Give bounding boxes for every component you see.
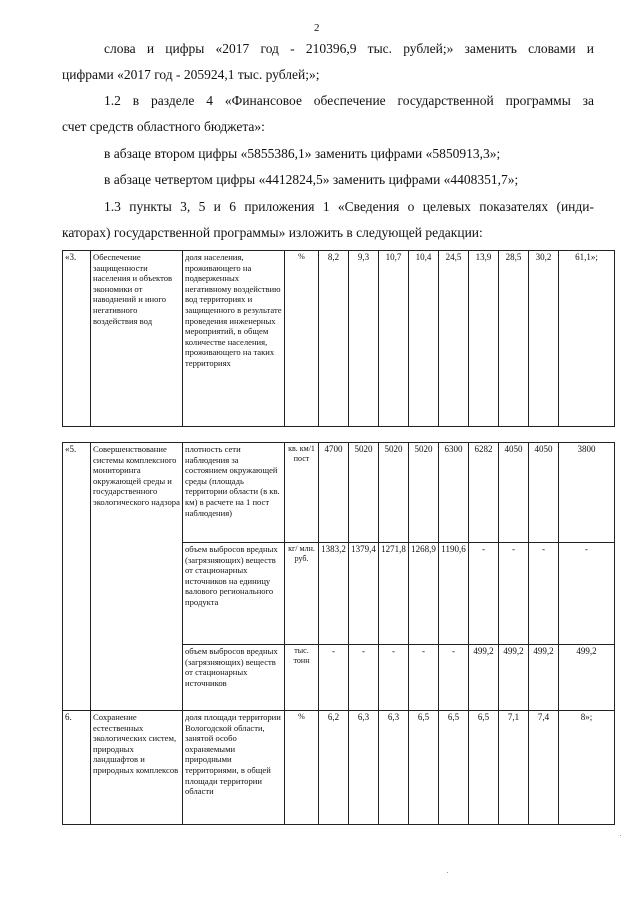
value-cell: 30,2: [529, 251, 559, 427]
value-cell: -: [439, 645, 469, 711]
value-cell: 499,2: [469, 645, 499, 711]
value-cell: 13,9: [469, 251, 499, 427]
value-cell: 10,7: [379, 251, 409, 427]
value-cell: 8»;: [559, 711, 615, 825]
value-cell: -: [409, 645, 439, 711]
paragraph-line-8: каторах) государственной программы» изложить в следующей редакции:: [62, 225, 483, 240]
paragraph-line-3: 1.2 в разделе 4 «Финансовое обеспечение государственной программы за: [104, 93, 594, 108]
value-cell: 6300: [439, 443, 469, 543]
value-cell: 28,5: [499, 251, 529, 427]
value-cell: 5020: [379, 443, 409, 543]
value-cell: 6,2: [319, 711, 349, 825]
indicator-cell: объем выбросов вредных (загрязняющих) веществ от стационарных источников на единицу валового регионального продукта: [183, 543, 285, 645]
indicator-cell: объем выбросов вредных (загрязняющих) веществ от стационарных источников: [183, 645, 285, 711]
indicator-table-2: [62, 442, 615, 825]
row-number: «5.: [63, 443, 91, 711]
indicator-table-1: [62, 250, 615, 427]
row-number: «3.: [63, 251, 91, 427]
value-cell: 499,2: [529, 645, 559, 711]
paragraph-line-1: слова и цифры «2017 год - 210396,9 тыс. рублей;» заменить словами и: [104, 41, 594, 56]
scan-speck: [447, 872, 448, 873]
paragraph-line-6: в абзаце четвертом цифры «4412824,5» заменить цифрами «4408351,7»;: [104, 172, 519, 187]
value-cell: 6,3: [379, 711, 409, 825]
value-cell: 5020: [409, 443, 439, 543]
value-cell: 8,2: [319, 251, 349, 427]
value-cell: 10,4: [409, 251, 439, 427]
value-cell: 6,5: [409, 711, 439, 825]
value-cell: 7,4: [529, 711, 559, 825]
value-cell: -: [499, 543, 529, 645]
value-cell: -: [529, 543, 559, 645]
unit-cell: кв. км/1 пост: [285, 443, 319, 543]
paragraph-line-5: в абзаце втором цифры «5855386,1» заменить цифрами «5850913,3»;: [104, 146, 501, 161]
value-cell: 9,3: [349, 251, 379, 427]
value-cell: 1190,6: [439, 543, 469, 645]
value-cell: 24,5: [439, 251, 469, 427]
indicator-cell: доля населения, проживающего на подверженных негативному воздействию вод территориях и защищенного в результате проведения инженерных мероприятий, в общем количестве населения, проживающего на таких территориях: [183, 251, 285, 427]
page-number: 2: [314, 22, 320, 34]
value-cell: 499,2: [499, 645, 529, 711]
value-cell: 5020: [349, 443, 379, 543]
value-cell: 1383,2: [319, 543, 349, 645]
scan-speck: [620, 835, 621, 836]
value-cell: 499,2: [559, 645, 615, 711]
value-cell: 6,5: [439, 711, 469, 825]
unit-cell: %: [285, 251, 319, 427]
value-cell: 3800: [559, 443, 615, 543]
value-cell: 1271,8: [379, 543, 409, 645]
paragraph-line-2: цифрами «2017 год - 205924,1 тыс. рублей;»;: [62, 67, 320, 82]
value-cell: 6,5: [469, 711, 499, 825]
value-cell: -: [559, 543, 615, 645]
table-row: [63, 251, 615, 427]
value-cell: 1268,9: [409, 543, 439, 645]
value-cell: 6282: [469, 443, 499, 543]
value-cell: 7,1: [499, 711, 529, 825]
value-cell: 1379,4: [349, 543, 379, 645]
paragraph-line-7: 1.3 пункты 3, 5 и 6 приложения 1 «Сведения о целевых показателях (инди-: [104, 199, 594, 214]
indicator-cell: плотность сети наблюдения за состоянием окружающей среды (площадь территории области (в кв. км) в расчете на 1 пост наблюдения): [183, 443, 285, 543]
unit-cell: тыс. тонн: [285, 645, 319, 711]
indicator-cell: доля площади территории Вологодской области, занятой особо охраняемыми природными территориями, в общей площади территории области: [183, 711, 285, 825]
value-cell: 4050: [499, 443, 529, 543]
goal-cell: Совершенствование системы комплексного мониторинга окружающей среды и государственного экологического надзора: [91, 443, 183, 711]
value-cell: -: [319, 645, 349, 711]
value-cell: -: [379, 645, 409, 711]
value-cell: 61,1»;: [559, 251, 615, 427]
unit-cell: кг/ млн. руб.: [285, 543, 319, 645]
value-cell: -: [349, 645, 379, 711]
goal-cell: Сохранение естественных экологических систем, природных ландшафтов и природных комплексов: [91, 711, 183, 825]
table-row: [63, 711, 615, 825]
goal-cell: Обеспечение защищенности населения и объектов экономики от наводнений и иного негативного воздействия вод: [91, 251, 183, 427]
value-cell: 4700: [319, 443, 349, 543]
value-cell: 4050: [529, 443, 559, 543]
table-row: [63, 443, 615, 543]
paragraph-line-4: счет средств областного бюджета»:: [62, 119, 265, 134]
unit-cell: %: [285, 711, 319, 825]
value-cell: 6,3: [349, 711, 379, 825]
row-number: 6.: [63, 711, 91, 825]
value-cell: -: [469, 543, 499, 645]
